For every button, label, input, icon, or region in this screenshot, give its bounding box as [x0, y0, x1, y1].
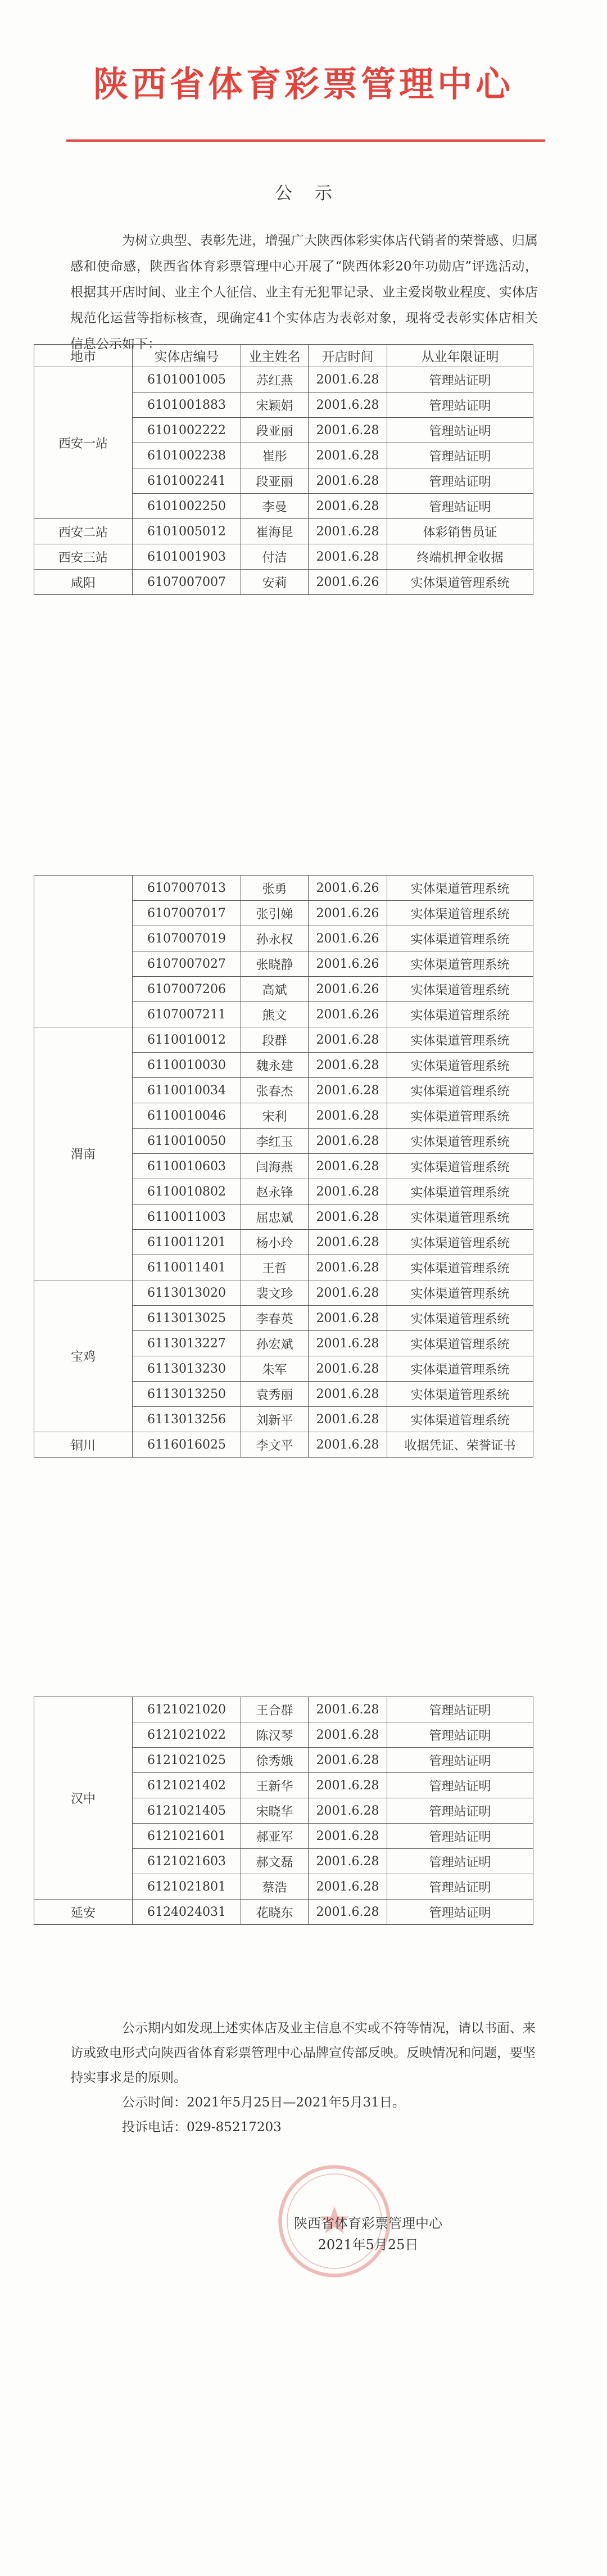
proof-cell: 实体渠道管理系统: [387, 570, 533, 595]
proof-cell: 实体渠道管理系统: [387, 1204, 533, 1230]
proof-cell: 实体渠道管理系统: [387, 1078, 533, 1103]
store-id-cell: 6110011201: [133, 1230, 241, 1255]
open-date-cell: 2001.6.28: [309, 1824, 387, 1849]
awardee-table-part-2: [34, 875, 533, 1458]
proof-cell: 实体渠道管理系统: [387, 977, 533, 1002]
footer-paragraph-period: 公示时间：2021年5月25日—2021年5月31日。: [122, 2095, 405, 2110]
proof-cell: 实体渠道管理系统: [387, 926, 533, 951]
open-date-cell: 2001.6.28: [309, 1230, 387, 1255]
proof-cell: 终端机押金收据: [387, 544, 533, 570]
table-row: [34, 1432, 533, 1458]
owner-name-cell: 张勇: [241, 876, 309, 901]
store-id-cell: 6101001005: [133, 367, 241, 393]
owner-name-cell: 段亚丽: [241, 418, 309, 443]
owner-name-cell: 花晓东: [241, 1900, 309, 1925]
store-id-cell: 6110010050: [133, 1129, 241, 1154]
proof-cell: 管理站证明: [387, 1697, 533, 1722]
owner-name-cell: 李红玉: [241, 1129, 309, 1154]
open-date-cell: 2001.6.28: [309, 1697, 387, 1722]
open-date-cell: 2001.6.28: [309, 519, 387, 544]
header-divider: [66, 139, 545, 142]
owner-name-cell: 陈汉琴: [241, 1722, 309, 1748]
proof-cell: 实体渠道管理系统: [387, 1002, 533, 1027]
store-id-cell: 6110010046: [133, 1103, 241, 1129]
open-date-cell: 2001.6.28: [309, 1849, 387, 1874]
region-cell: [34, 876, 133, 1027]
owner-name-cell: 崔海昆: [241, 519, 309, 544]
owner-name-cell: 王新华: [241, 1773, 309, 1798]
store-id-cell: 6121021022: [133, 1722, 241, 1748]
header-cell-region: 地市: [34, 345, 133, 367]
store-id-cell: 6110010034: [133, 1078, 241, 1103]
owner-name-cell: 段亚丽: [241, 468, 309, 494]
owner-name-cell: 孙永权: [241, 926, 309, 951]
table-row: [34, 1697, 533, 1722]
store-id-cell: 6121021601: [133, 1824, 241, 1849]
proof-cell: 实体渠道管理系统: [387, 1103, 533, 1129]
open-date-cell: 2001.6.28: [309, 1053, 387, 1078]
owner-name-cell: 张晓静: [241, 951, 309, 977]
store-id-cell: 6101001903: [133, 544, 241, 570]
store-id-cell: 6101001883: [133, 393, 241, 418]
region-cell: 延安: [34, 1900, 133, 1925]
proof-cell: 实体渠道管理系统: [387, 1306, 533, 1331]
owner-name-cell: 王合群: [241, 1697, 309, 1722]
proof-cell: 管理站证明: [387, 1824, 533, 1849]
owner-name-cell: 孙宏斌: [241, 1331, 309, 1356]
open-date-cell: 2001.6.26: [309, 876, 387, 901]
region-cell: 西安三站: [34, 544, 133, 570]
proof-cell: 管理站证明: [387, 1773, 533, 1798]
open-date-cell: 2001.6.28: [309, 468, 387, 494]
header-cell-proof: 从业年限证明: [387, 345, 533, 367]
table-row: [34, 1027, 533, 1053]
store-id-cell: 6121021603: [133, 1849, 241, 1874]
footer-paragraph-contact: 公示期内如发现上述实体店及业主信息不实或不符等情况，请以书面、来访或致电形式向陕西省体育彩票管理中心品牌宣传部反映。反映情况和问题，要坚持实事求是的原则。: [70, 2021, 536, 2085]
open-date-cell: 2001.6.28: [309, 1255, 387, 1280]
open-date-cell: 2001.6.28: [309, 544, 387, 570]
region-cell: 宝鸡: [34, 1280, 133, 1432]
store-id-cell: 6107007013: [133, 876, 241, 901]
proof-cell: 管理站证明: [387, 468, 533, 494]
store-id-cell: 6101002241: [133, 468, 241, 494]
open-date-cell: 2001.6.26: [309, 1002, 387, 1027]
proof-cell: 管理站证明: [387, 418, 533, 443]
awardee-table-part-1: [34, 344, 533, 595]
signature-block: [259, 2213, 478, 2255]
owner-name-cell: 赵永锋: [241, 1179, 309, 1204]
proof-cell: 体彩销售员证: [387, 519, 533, 544]
store-id-cell: 6113013256: [133, 1407, 241, 1432]
table-row: [34, 876, 533, 901]
open-date-cell: 2001.6.28: [309, 1722, 387, 1748]
proof-cell: 实体渠道管理系统: [387, 1230, 533, 1255]
open-date-cell: 2001.6.28: [309, 1874, 387, 1900]
proof-cell: 实体渠道管理系统: [387, 1255, 533, 1280]
proof-cell: 实体渠道管理系统: [387, 1053, 533, 1078]
proof-cell: 管理站证明: [387, 1874, 533, 1900]
open-date-cell: 2001.6.26: [309, 926, 387, 951]
open-date-cell: 2001.6.28: [309, 393, 387, 418]
open-date-cell: 2001.6.26: [309, 951, 387, 977]
store-id-cell: 6110010802: [133, 1179, 241, 1204]
store-id-cell: 6107007027: [133, 951, 241, 977]
store-id-cell: 6113013020: [133, 1280, 241, 1306]
owner-name-cell: 高斌: [241, 977, 309, 1002]
store-id-cell: 6110010030: [133, 1053, 241, 1078]
open-date-cell: 2001.6.28: [309, 1154, 387, 1179]
open-date-cell: 2001.6.28: [309, 443, 387, 468]
owner-name-cell: 熊文: [241, 1002, 309, 1027]
table-row: [34, 1900, 533, 1925]
owner-name-cell: 李曼: [241, 494, 309, 519]
proof-cell: 管理站证明: [387, 367, 533, 393]
owner-name-cell: 张引娣: [241, 901, 309, 926]
proof-cell: 管理站证明: [387, 494, 533, 519]
owner-name-cell: 徐秀娥: [241, 1748, 309, 1773]
region-cell: 铜川: [34, 1432, 133, 1458]
open-date-cell: 2001.6.28: [309, 367, 387, 393]
region-cell: 西安一站: [34, 367, 133, 519]
owner-name-cell: 郝文磊: [241, 1849, 309, 1874]
store-id-cell: 6113013250: [133, 1382, 241, 1407]
open-date-cell: 2001.6.28: [309, 1179, 387, 1204]
open-date-cell: 2001.6.26: [309, 901, 387, 926]
open-date-cell: 2001.6.28: [309, 1103, 387, 1129]
proof-cell: 管理站证明: [387, 393, 533, 418]
store-id-cell: 6124024031: [133, 1900, 241, 1925]
owner-name-cell: 杨小玲: [241, 1230, 309, 1255]
open-date-cell: 2001.6.28: [309, 1407, 387, 1432]
table-row: [34, 570, 533, 595]
owner-name-cell: 裴文珍: [241, 1280, 309, 1306]
owner-name-cell: 宋利: [241, 1103, 309, 1129]
table-row: [34, 544, 533, 570]
owner-name-cell: 苏红燕: [241, 367, 309, 393]
open-date-cell: 2001.6.28: [309, 1331, 387, 1356]
store-id-cell: 6113013230: [133, 1356, 241, 1382]
proof-cell: 实体渠道管理系统: [387, 1382, 533, 1407]
table-row: [34, 519, 533, 544]
notice-intro: 为树立典型、表彰先进，增强广大陕西体彩实体店代销者的荣誉感、归属感和使命感，陕西省体育彩票管理中心开展了“陕西体彩20年功勋店”评选活动，根据其开店时间、业主个人征信、业主有无犯罪记录、业主爱岗敬业程度、实体店规范化运营等指标核查，现确定41个实体店为表彰对象，现将受表彰实体店相关信息公示如下：: [70, 233, 538, 351]
owner-name-cell: 宋颖娟: [241, 393, 309, 418]
store-id-cell: 6121021801: [133, 1874, 241, 1900]
region-cell: 咸阳: [34, 570, 133, 595]
store-id-cell: 6101002222: [133, 418, 241, 443]
header-cell-open-date: 开店时间: [309, 345, 387, 367]
proof-cell: 实体渠道管理系统: [387, 1280, 533, 1306]
proof-cell: 实体渠道管理系统: [387, 1129, 533, 1154]
table-row: [34, 1280, 533, 1306]
open-date-cell: 2001.6.28: [309, 1798, 387, 1824]
store-id-cell: 6116016025: [133, 1432, 241, 1458]
proof-cell: 管理站证明: [387, 1849, 533, 1874]
open-date-cell: 2001.6.28: [309, 1773, 387, 1798]
open-date-cell: 2001.6.28: [309, 1900, 387, 1925]
owner-name-cell: 朱军: [241, 1356, 309, 1382]
store-id-cell: 6121021405: [133, 1798, 241, 1824]
open-date-cell: 2001.6.28: [309, 1204, 387, 1230]
store-id-cell: 6107007017: [133, 901, 241, 926]
open-date-cell: 2001.6.28: [309, 1356, 387, 1382]
store-id-cell: 6121021402: [133, 1773, 241, 1798]
owner-name-cell: 袁秀丽: [241, 1382, 309, 1407]
store-id-cell: 6121021020: [133, 1697, 241, 1722]
owner-name-cell: 屈忠斌: [241, 1204, 309, 1230]
open-date-cell: 2001.6.28: [309, 1748, 387, 1773]
open-date-cell: 2001.6.28: [309, 1027, 387, 1053]
header-cell-store-id: 实体店编号: [133, 345, 241, 367]
open-date-cell: 2001.6.26: [309, 977, 387, 1002]
header-title: 陕西省体育彩票管理中心: [93, 64, 514, 105]
store-id-cell: 6110011003: [133, 1204, 241, 1230]
awardee-table-part-3: [34, 1697, 533, 1925]
store-id-cell: 6101002250: [133, 494, 241, 519]
store-id-cell: 6107007019: [133, 926, 241, 951]
open-date-cell: 2001.6.28: [309, 1129, 387, 1154]
owner-name-cell: 崔彤: [241, 443, 309, 468]
owner-name-cell: 张春杰: [241, 1078, 309, 1103]
store-id-cell: 6110011401: [133, 1255, 241, 1280]
open-date-cell: 2001.6.28: [309, 494, 387, 519]
owner-name-cell: 付洁: [241, 544, 309, 570]
footer-text: [70, 2016, 538, 2140]
open-date-cell: 2001.6.28: [309, 1382, 387, 1407]
signature-date: 2021年5月25日: [318, 2237, 419, 2253]
store-id-cell: 6121021025: [133, 1748, 241, 1773]
store-id-cell: 6107007211: [133, 1002, 241, 1027]
owner-name-cell: 郝亚军: [241, 1824, 309, 1849]
owner-name-cell: 宋晓华: [241, 1798, 309, 1824]
region-cell: 渭南: [34, 1027, 133, 1280]
region-cell: 汉中: [34, 1697, 133, 1900]
store-id-cell: 6110010603: [133, 1154, 241, 1179]
proof-cell: 管理站证明: [387, 1748, 533, 1773]
proof-cell: 管理站证明: [387, 1722, 533, 1748]
store-id-cell: 6110010012: [133, 1027, 241, 1053]
proof-cell: 实体渠道管理系统: [387, 876, 533, 901]
proof-cell: 实体渠道管理系统: [387, 901, 533, 926]
region-cell: 西安二站: [34, 519, 133, 544]
proof-cell: 实体渠道管理系统: [387, 1179, 533, 1204]
open-date-cell: 2001.6.28: [309, 1432, 387, 1458]
proof-cell: 实体渠道管理系统: [387, 951, 533, 977]
store-id-cell: 6107007206: [133, 977, 241, 1002]
proof-cell: 管理站证明: [387, 443, 533, 468]
owner-name-cell: 李春英: [241, 1306, 309, 1331]
open-date-cell: 2001.6.28: [309, 418, 387, 443]
owner-name-cell: 闫海燕: [241, 1154, 309, 1179]
store-id-cell: 6101002238: [133, 443, 241, 468]
proof-cell: 实体渠道管理系统: [387, 1027, 533, 1053]
proof-cell: 管理站证明: [387, 1900, 533, 1925]
owner-name-cell: 魏永建: [241, 1053, 309, 1078]
open-date-cell: 2001.6.28: [309, 1280, 387, 1306]
owner-name-cell: 安莉: [241, 570, 309, 595]
store-id-cell: 6113013227: [133, 1331, 241, 1356]
store-id-cell: 6113013025: [133, 1306, 241, 1331]
proof-cell: 实体渠道管理系统: [387, 1154, 533, 1179]
owner-name-cell: 王哲: [241, 1255, 309, 1280]
proof-cell: 实体渠道管理系统: [387, 1407, 533, 1432]
open-date-cell: 2001.6.28: [309, 1306, 387, 1331]
table-row: [34, 367, 533, 393]
table-header-row: [34, 345, 533, 367]
store-id-cell: 6107007007: [133, 570, 241, 595]
owner-name-cell: 李文平: [241, 1432, 309, 1458]
header-cell-owner: 业主姓名: [241, 345, 309, 367]
proof-cell: 实体渠道管理系统: [387, 1356, 533, 1382]
owner-name-cell: 段群: [241, 1027, 309, 1053]
footer-paragraph-phone: 投诉电话：029-85217203: [122, 2120, 282, 2135]
store-id-cell: 6101005012: [133, 519, 241, 544]
notice-title: 公示: [275, 183, 355, 204]
proof-cell: 收据凭证、荣誉证书: [387, 1432, 533, 1458]
open-date-cell: 2001.6.26: [309, 570, 387, 595]
signature-org: 陕西省体育彩票管理中心: [294, 2216, 442, 2231]
owner-name-cell: 蔡浩: [241, 1874, 309, 1900]
proof-cell: 管理站证明: [387, 1798, 533, 1824]
owner-name-cell: 刘新平: [241, 1407, 309, 1432]
open-date-cell: 2001.6.28: [309, 1078, 387, 1103]
proof-cell: 实体渠道管理系统: [387, 1331, 533, 1356]
